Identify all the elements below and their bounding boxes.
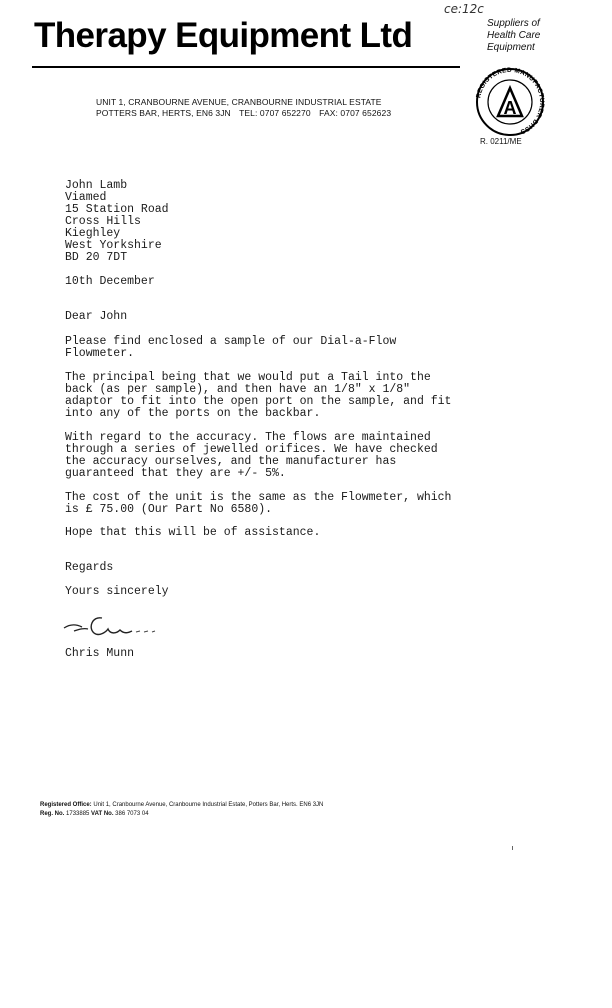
- footer-registered-office: [40, 802, 323, 808]
- body-paragraph-2: [65, 372, 451, 420]
- scan-speck: [512, 846, 513, 850]
- tagline-line: Health Care: [487, 30, 541, 41]
- body-line: guaranteed that they are +/- 5%.: [65, 467, 286, 480]
- handwritten-signature-icon: [62, 610, 162, 642]
- registered-office-label: Registered Office:: [40, 802, 92, 808]
- registration-number: R. 0211/ME: [480, 137, 522, 146]
- body-line: into any of the ports on the backbar.: [65, 407, 321, 420]
- header-rule: [32, 66, 460, 68]
- seal-ring-text: REGISTERED MANUFACTURER DHSS: [475, 66, 546, 136]
- body-line: is £ 75.00 (Our Part No 6580).: [65, 503, 273, 516]
- address-fax: FAX: 0707 652623: [319, 108, 392, 118]
- tagline-line: Equipment: [487, 42, 535, 53]
- recipient-line: Cross Hills: [65, 215, 141, 228]
- recipient-line: BD 20 7DT: [65, 251, 128, 264]
- address-line-1: UNIT 1, CRANBOURNE AVENUE, CRANBOURNE INDUSTRIAL ESTATE: [96, 97, 382, 107]
- footer-registration: [40, 811, 149, 817]
- letter-date: 10th December: [65, 275, 155, 288]
- signatory-name: Chris Munn: [65, 647, 135, 660]
- closing-regards: Regards: [65, 561, 114, 574]
- recipient-line: John Lamb: [65, 179, 128, 192]
- body-line: Please find enclosed a sample of our Dial-a-Flow: [65, 335, 397, 348]
- registered-office-address: Unit 1, Cranbourne Avenue, Cranbourne Industrial Estate, Potters Bar, Herts. EN6 3JN: [93, 802, 324, 808]
- body-line: the accuracy ourselves, and the manufacturer has: [65, 455, 397, 468]
- tagline-line: Suppliers of: [487, 18, 540, 29]
- body-paragraph-4: [65, 492, 451, 516]
- reg-no-label: Reg. No.: [40, 811, 65, 817]
- tagline: [487, 18, 540, 54]
- vat-value: 386 7073 04: [115, 811, 149, 817]
- salutation: Dear John: [65, 310, 128, 323]
- body-paragraph-3: [65, 432, 438, 480]
- body-line: Flowmeter.: [65, 347, 135, 360]
- handwritten-mark: ce:12c: [444, 2, 484, 16]
- body-line: With regard to the accuracy. The flows are maintained: [65, 431, 431, 444]
- vat-label: VAT No.: [91, 811, 114, 817]
- body-line: back (as per sample), and then have an 1/8" x 1/8": [65, 383, 411, 396]
- address-location: POTTERS BAR, HERTS, EN6 3JN: [96, 108, 231, 118]
- body-line: The cost of the unit is the same as the Flowmeter, which: [65, 491, 452, 504]
- recipient-line: 15 Station Road: [65, 203, 169, 216]
- recipient-line: West Yorkshire: [65, 239, 162, 252]
- address-telephone: TEL: 0707 652270: [239, 108, 311, 118]
- registered-manufacturer-seal-icon: [458, 64, 562, 136]
- body-line: Hope that this will be of assistance.: [65, 526, 321, 539]
- recipient-line: Kieghley: [65, 227, 121, 240]
- recipient-address: [65, 180, 169, 264]
- body-line: adaptor to fit into the open port on the sample, and fit: [65, 395, 452, 408]
- seal-letter: A: [503, 98, 517, 118]
- closing-yours-sincerely: Yours sincerely: [65, 585, 169, 598]
- recipient-line: Viamed: [65, 191, 107, 204]
- reg-no-value: 1733885: [66, 811, 90, 817]
- company-name: Therapy Equipment Ltd: [34, 16, 413, 55]
- address-line-2: [96, 108, 397, 118]
- body-line: The principal being that we would put a Tail into the: [65, 371, 431, 384]
- body-paragraph-5: [65, 527, 320, 539]
- body-paragraph-1: [65, 336, 396, 360]
- body-line: through a series of jewelled orifices. We have checked: [65, 443, 438, 456]
